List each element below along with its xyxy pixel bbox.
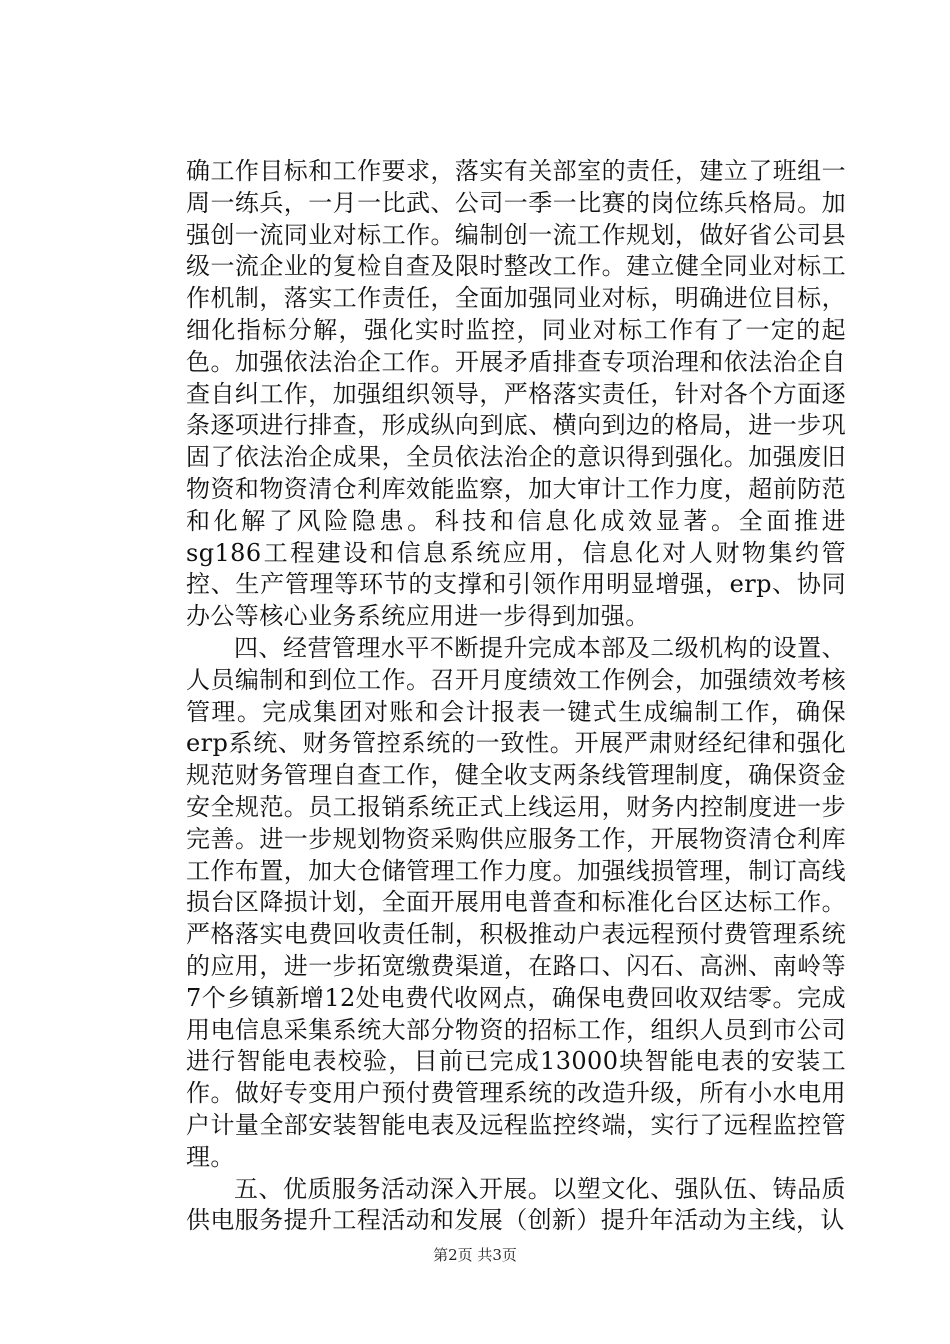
paragraph-continuation: 确工作目标和工作要求，落实有关部室的责任，建立了班组一周一练兵，一月一比武、公司一季一比赛的岗位练兵格局。加强创一流同业对标工作。编制创一流工作规划，做好省公司县级一流企业的复检自查及限时整改工作。建立健全同业对标工作机制，落实工作责任，全面加强同业对标，明确进位目标，细化指标分解，强化实时监控，同业对标工作有了一定的起色。加强依法治企工作。开展矛盾排查专项治理和依法治企自查自纠工作，加强组织领导，严格落实责任，针对各个方面逐条逐项进行排查，形成纵向到底、横向到边的格局，进一步巩固了依法治企成果，全员依法治企的意识得到强化。加强废旧物资和物资清仓利库效能监察，加大审计工作力度，超前防范和化解了风险隐患。科技和信息化成效显著。全面推进sg186工程建设和信息系统应用，信息化对人财物集约管控、生产管理等环节的支撑和引领作用明显增强，erp、协同办公等核心业务系统应用进一步得到加强。 — [186, 157, 846, 631]
page-number: 第2页 共3页 — [433, 1246, 517, 1264]
paragraph-section-four: 四、经营管理水平不断提升完成本部及二级机构的设置、人员编制和到位工作。召开月度绩效工作例会，加强绩效考核管理。完成集团对账和会计报表一键式生成编制工作，确保erp系统、财务管控系统的一致性。开展严肃财经纪律和强化规范财务管理自查工作，健全收支两条线管理制度，确保资金安全规范。员工报销系统正式上线运用，财务内控制度进一步完善。进一步规划物资采购供应服务工作，开展物资清仓利库工作布置，加大仓储管理工作力度。加强线损管理，制订高线损台区降损计划，全面开展用电普查和标准化台区达标工作。严格落实电费回收责任制，积极推动户表远程预付费管理系统的应用，进一步拓宽缴费渠道，在路口、闪石、高洲、南岭等7个乡镇新增12处电费代收网点，确保电费回收双结零。完成用电信息采集系统大部分物资的招标工作，组织人员到市公司进行智能电表校验，目前已完成13000块智能电表的安装工作。做好专变用户预付费管理系统的改造升级，所有小水电用户计量全部安装智能电表及远程监控终端，实行了远程监控管理。 — [186, 633, 846, 1171]
document-body — [186, 156, 846, 1237]
page-footer — [0, 1244, 950, 1265]
paragraph-section-five: 五、优质服务活动深入开展。以塑文化、强队伍、铸品质供电服务提升工程活动和发展（创新）提升年活动为主线，认 — [186, 1174, 846, 1235]
